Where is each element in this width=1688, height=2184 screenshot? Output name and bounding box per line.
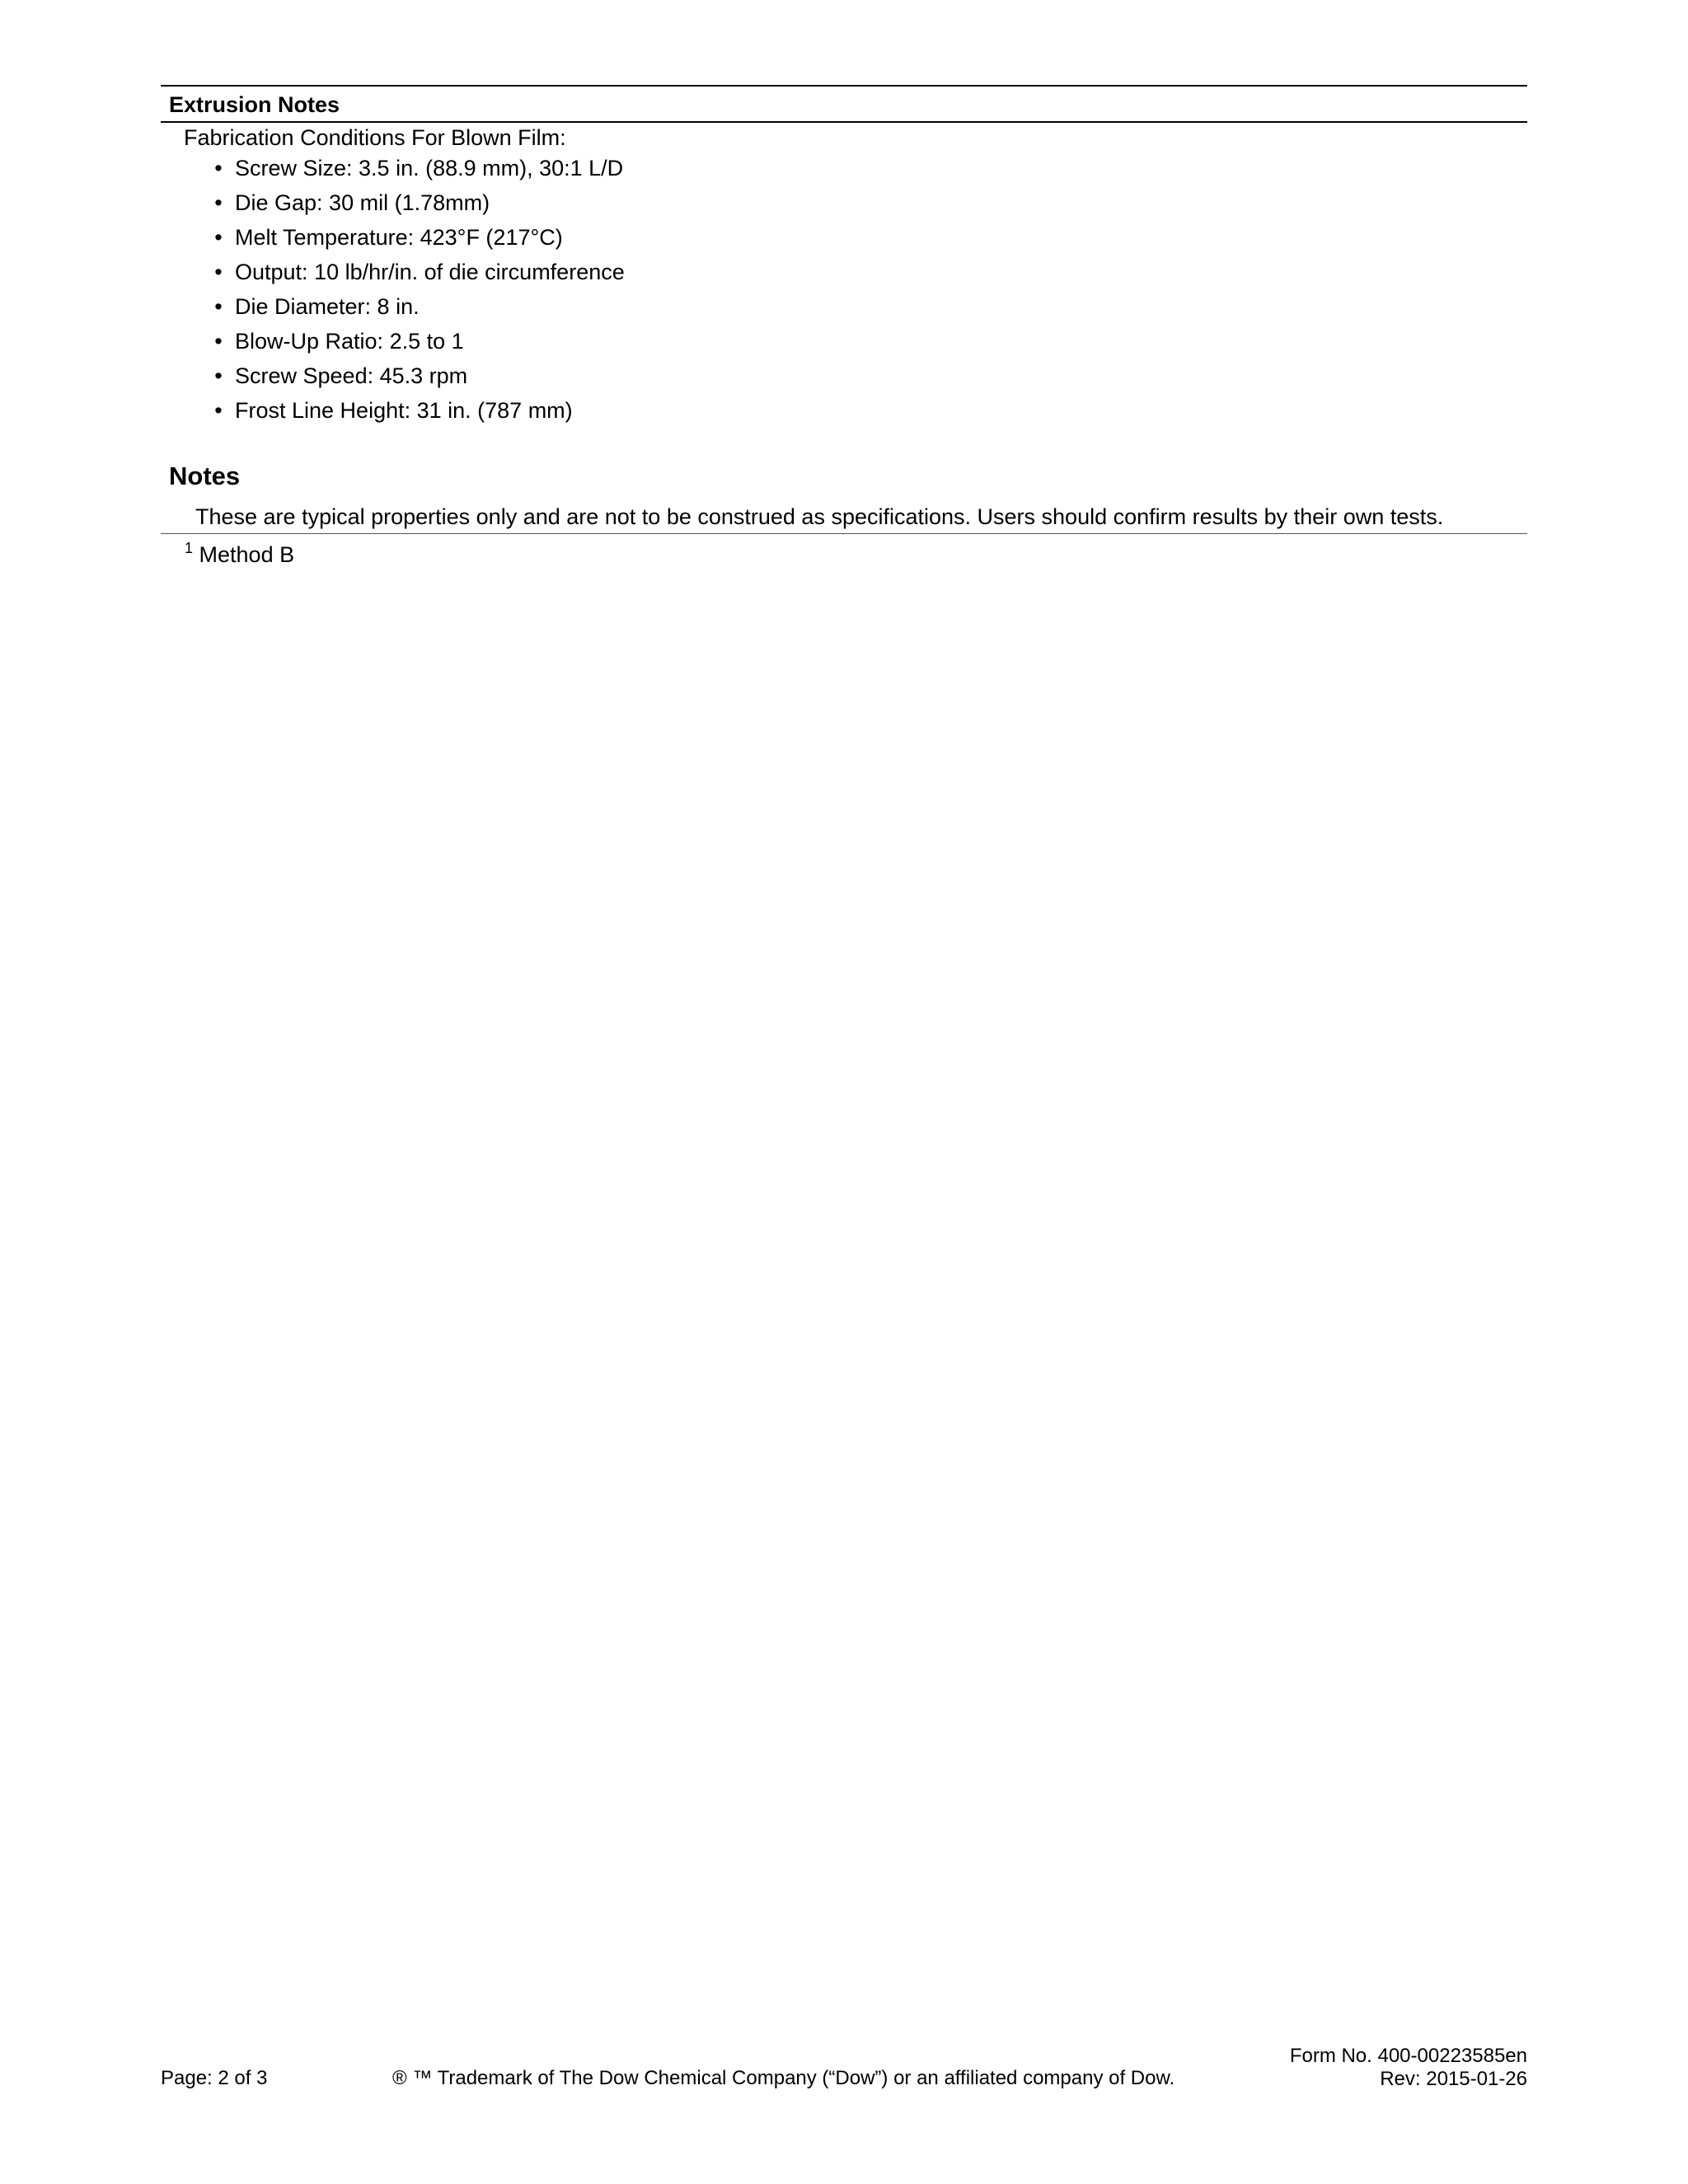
condition-text: Frost Line Height: 31 in. (787 mm) <box>235 398 573 423</box>
condition-text: Die Gap: 30 mil (1.78mm) <box>235 190 490 215</box>
list-item <box>210 224 625 259</box>
list-item <box>210 155 625 190</box>
bullet-icon: • <box>214 260 223 284</box>
notes-divider <box>161 533 1527 534</box>
footnote-text: Method B <box>199 542 295 567</box>
list-item <box>210 363 625 397</box>
footnote-marker: 1 <box>185 540 194 556</box>
bullet-icon: • <box>214 329 223 354</box>
list-item <box>210 397 625 432</box>
condition-text: Melt Temperature: 423°F (217°C) <box>235 225 563 250</box>
form-info <box>1290 2045 1527 2091</box>
trademark-notice: ® ™ Trademark of The Dow Chemical Company (“Dow”) or an affiliated company of Dow. <box>392 2067 1175 2089</box>
condition-text: Output: 10 lb/hr/in. of die circumference <box>235 260 625 284</box>
bullet-icon: • <box>214 225 223 250</box>
extrusion-notes-header <box>161 85 1527 123</box>
condition-text: Die Diameter: 8 in. <box>235 294 420 319</box>
list-item <box>210 259 625 293</box>
notes-text: These are typical properties only and are not to be construed as specifications. Users should confirm results by their own tests. <box>195 504 1444 529</box>
list-item <box>210 328 625 363</box>
condition-text: Screw Speed: 45.3 rpm <box>235 363 468 388</box>
list-item <box>210 293 625 328</box>
footnote <box>185 541 294 568</box>
extrusion-notes-title: Extrusion Notes <box>169 92 340 117</box>
list-item <box>210 190 625 224</box>
page-number: Page: 2 of 3 <box>161 2067 268 2089</box>
form-number: Form No. 400-00223585en <box>1289 2045 1527 2067</box>
bullet-icon: • <box>214 156 223 180</box>
bullet-icon: • <box>214 294 223 319</box>
condition-text: Blow-Up Ratio: 2.5 to 1 <box>235 329 464 354</box>
revision-date: Rev: 2015-01-26 <box>1380 2068 1527 2090</box>
notes-title: Notes <box>169 462 241 490</box>
bullet-icon: • <box>214 398 223 423</box>
bullet-icon: • <box>214 363 223 388</box>
condition-text: Screw Size: 3.5 in. (88.9 mm), 30:1 L/D <box>235 156 624 180</box>
bullet-icon: • <box>214 190 223 215</box>
fabrication-conditions-list <box>210 155 625 432</box>
fabrication-conditions-intro: Fabrication Conditions For Blown Film: <box>184 125 566 150</box>
